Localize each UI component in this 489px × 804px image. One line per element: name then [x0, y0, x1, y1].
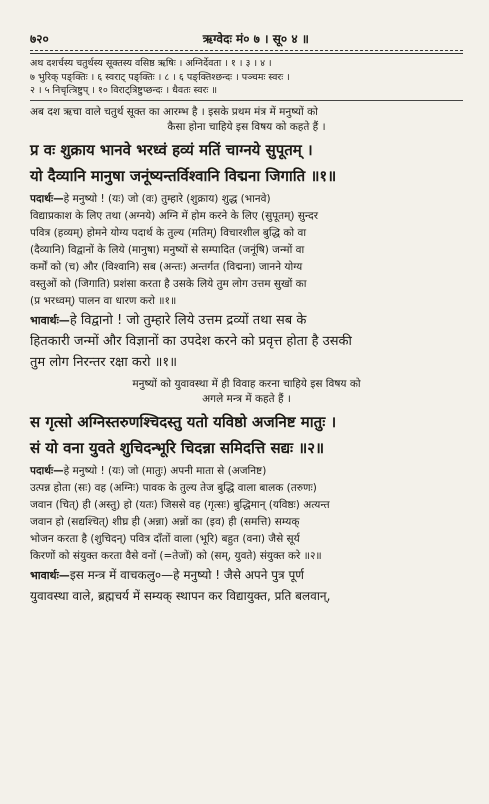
page-number: ७२०: [30, 32, 49, 46]
mantra-1: [30, 137, 463, 189]
bhavartha-text: हे विद्वानो ! जो तुम्हारे लिये उत्तम द्रव्यों तथा सब के: [69, 312, 307, 328]
padartha-line: उत्पन्न होता (सः) वह (अग्निः) पावक के तुल्य तेज बुद्धि वाला बालक (तरुणः): [30, 481, 317, 494]
page-header: [30, 30, 463, 48]
intro-line: कैसा होना चाहिये इस विषय को कहते हैं ।: [167, 120, 326, 133]
meta-line: २ । ५ निचृत्त्रिष्टुप् । १० विराट्त्रिष्टुप्छन्दः । धैवतः स्वरः ॥: [30, 85, 218, 96]
bhavartha-1: [30, 310, 463, 373]
bhavartha-line: [30, 310, 463, 331]
intro-line: अब दश ऋचा वाले चतुर्थ सूक्त का आरम्भ है । इसके प्रथम मंत्र में मनुष्यों को: [30, 105, 318, 118]
bhavartha-2: [30, 565, 463, 606]
bhavartha-line: तुम लोग निरन्तर रक्षा करो ॥१॥: [30, 354, 177, 370]
padartha-text: हे मनुष्यो ! (यः) जो (मातुः) अपनी माता से (अजनिष्ट): [63, 464, 267, 477]
bhavartha-text: इस मन्त्र में वाचकलु०—हे मनुष्यो ! जैसे अपने पुत्र पूर्ण: [69, 567, 304, 582]
padartha-line: वस्तुओं को (जिगाति) प्रशंसा करता है उसके लिये तुम लोग उत्तम सुखों का: [30, 277, 307, 290]
meta-line: ७ भुरिक् पङ्क्तिः । ६ स्वराट् पङ्क्तिः । ८ । ६ पङ्क्तिश्छन्दः । पञ्चमः स्वरः ।: [30, 71, 290, 83]
padartha-label: पदार्थः—: [30, 464, 64, 477]
bhavartha-label: भावार्थः—: [30, 568, 70, 582]
padartha-line: (प्र भरध्वम्) पालन वा धारण करो ॥१॥: [30, 294, 177, 307]
padartha-text: हे मनुष्यो ! (यः) जो (वः) तुम्हारे (शुक्राय) शुद्ध (भानवे): [63, 192, 271, 205]
padartha-line: विद्याप्रकाश के लिए तथा (अग्नये) अग्नि में होम करने के लिए (सुपूतम्) सुन्दर: [30, 209, 319, 222]
padartha-line: कर्मों को (च) और (विश्वानि) सब (अन्तः) अन्तर्गत (विद्मना) जानने योग्य: [30, 260, 303, 273]
padartha-label: पदार्थः—: [30, 192, 64, 205]
padartha-line: पवित्र (हव्यम्) होमने योग्य पदार्थ के तुल्य (मतिम्) विचारशील बुद्धि को वा: [30, 226, 307, 239]
running-title: ऋग्वेदः मं० ७ । सू० ४ ॥: [202, 32, 309, 46]
padartha-2: [30, 463, 463, 565]
mantra-line: सं यो वना युवते शुचिदन्भूरि चिदन्ना समिदत्ति सद्यः ॥२॥: [30, 438, 325, 457]
bhavartha-label: भावार्थः—: [30, 313, 70, 327]
mantra-line: स गृत्सो अग्निस्तरुणश्चिदस्तु यतो यविष्ठो अजनिष्ट मातुः ।: [30, 412, 337, 431]
padartha-line: (दैव्यानि) विद्वानों के लिये (मानुषा) मनुष्यों से सम्पादित (जनूंषि) जन्मों वा: [30, 243, 305, 256]
bhavartha-line: [30, 565, 463, 586]
meta-line: अथ दशर्चस्य चतुर्थस्य सूक्तस्य वसिष्ठ ऋषिः । अग्निर्देवता । १ । ३ । ४ ।: [30, 58, 272, 69]
bhavartha-line: युवावस्था वाले, ब्रह्मचर्य में सम्यक् स्थापन कर विद्यायुक्त, प्रति बलवान्,: [30, 588, 331, 603]
intro-line: अगले मन्त्र में कहते हैं ।: [202, 392, 291, 405]
bhavartha-line: हितकारी जन्मों और विज्ञानों का उपदेश करने को प्रवृत्त होता है उसकी: [30, 333, 352, 349]
padartha-line: भोजन करता है (शुचिदन्) पवित्र दाँतों वाला (भूरि) बहुत (वना) जैसे सूर्य: [30, 532, 300, 545]
header-rule: [30, 50, 463, 54]
mantra-2: [30, 409, 463, 461]
padartha-line: [30, 463, 463, 480]
sukta-metadata: [30, 57, 463, 98]
mantra-line: प्र वः शुक्राय भानवे भरध्वं हव्यं मतिं चाग्नये सुपूतम् ।: [30, 140, 313, 159]
mantra-line: यो दैव्यानि मानुषा जनूंष्यन्तर्विश्वानि विद्मना जिगाति ॥१॥: [30, 166, 337, 185]
padartha-line: जवान (चित्) ही (अस्तु) हो (यतः) जिससे वह (गृत्सः) बुद्धिमान् (यविष्ठः) अत्यन्त: [30, 498, 330, 511]
padartha-line: [30, 191, 463, 208]
padartha-line: जवान हो (सद्यश्चित्) शीघ्र ही (अन्ना) अन्नों का (इव) ही (समत्ति) सम्यक्: [30, 515, 300, 528]
intro-line: मनुष्यों को युवावस्था में ही विवाह करना चाहिये इस विषय को: [132, 377, 361, 390]
padartha-1: [30, 191, 463, 310]
meta-rule: [30, 100, 463, 101]
intro-2: [30, 377, 463, 407]
padartha-line: किरणों को संयुक्त करता वैसे वनों (=तेजों) को (सम्, युवते) संयुक्त करे ॥२॥: [30, 549, 322, 562]
intro-1: [30, 105, 463, 135]
